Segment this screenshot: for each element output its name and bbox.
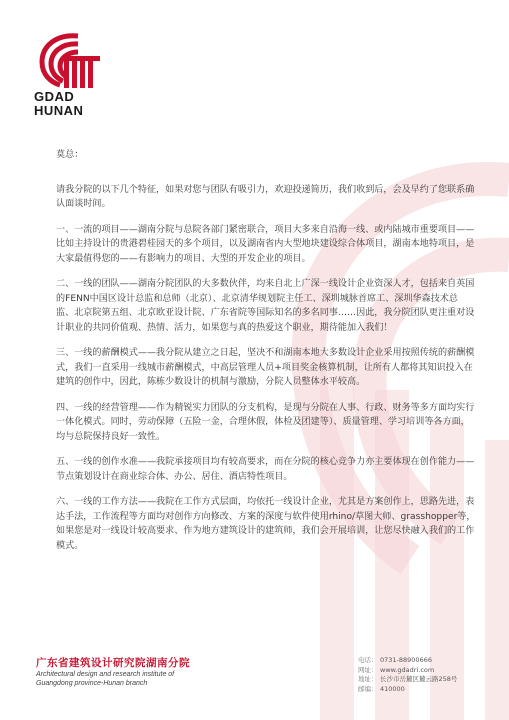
logo-text-hunan: HUNAN bbox=[34, 103, 84, 118]
letter-paragraph: 三、一线的薪酬模式——我分院从建立之日起，坚决不和湖南本地大多数设计企业采用按照传统的薪酬模式，我们一直采用一线城市薪酬模式，中高层管理人员+项目奖金核算机制，让所有人都将其知识投入在建筑的创作中，因此，陈栋少数设计的机制与激励，分院人员整体水平较高。 bbox=[56, 348, 475, 387]
footer-org-english-2: Guangdong province-Hunan branch bbox=[36, 680, 148, 687]
letter-paragraph: 请我分院的以下几个特征，如果对您与团队有吸引力，欢迎投递简历，我们收到后，会及早约了您联系确认面谈时间。 bbox=[56, 184, 475, 209]
letter-paragraph: 一、一流的项目——湖南分院与总院各部门紧密联合，项目大多来自沿海一线、或内陆城市重要项目——比如主持设计的贵港碧桂园天的多个项目，以及湖南省内大型地块建设综合体项目，湖南本地特项目，是大家最值得您的——有影响力的项目、大型的开发企业的项目。 bbox=[56, 224, 475, 264]
letter-body bbox=[56, 148, 476, 564]
footer-website: www.gdadri.com bbox=[380, 665, 435, 674]
letter-paragraph: 二、一线的团队——湖南分院团队的大多数伙伴，均来自北上广深一线设计企业资深人才，包括来自英国的FENN中国区设计总监和总师（北京）、北京清华规划院主任工、深圳城脉首席工、深圳华森技术总监、北京院第五组、北京欧亚设计院、广东省院等国际知名的多名同事……因此，我分院团队更注重对设计职业的共同价值观、热情、活力，如果您与真的热爱这个职业，期待能加入我们！ bbox=[56, 279, 475, 333]
footer-address: 长沙市岳麓区麓云路258号 bbox=[380, 675, 458, 683]
footer-phone-row bbox=[358, 656, 498, 666]
footer-org-block bbox=[36, 656, 216, 688]
footer-phone: 0731-88900666 bbox=[380, 656, 432, 664]
footer-web-label: 网址： bbox=[358, 665, 378, 674]
footer-org-name: 广东省建筑设计研究院湖南分院 bbox=[36, 657, 190, 669]
letter-greeting: 莫总： bbox=[56, 150, 84, 160]
letter-paragraph: 四、一线的经营管理——作为精锐实力团队的分支机构，是现与分院在人事、行政、财务等多方面均实行一体化模式。同时，劳动保障（五险一金，合理休假，体检及团建等）、质量管理、学习培训等各方面，均与总院保持良好一致性。 bbox=[56, 402, 475, 442]
footer-address-row bbox=[358, 675, 498, 685]
footer-org-english-1: Architectural design and research institute of bbox=[36, 671, 175, 678]
footer-web-row bbox=[358, 666, 498, 676]
footer-postcode-row bbox=[358, 685, 498, 695]
footer-postcode-label: 邮编： bbox=[358, 684, 378, 693]
footer-phone-label: 电话： bbox=[358, 656, 378, 664]
company-logo bbox=[34, 30, 114, 117]
footer-contact-block bbox=[358, 656, 498, 694]
letter-paragraph: 五、一线的创作水准——我院承接项目均有较高要求，而在分院的核心竞争力亦主要体现在创作能力——节点策划设计在商业综合体、办公、居住、酒店特性项目。 bbox=[56, 457, 475, 482]
logo-text-gdad: GDAD bbox=[34, 89, 75, 104]
letter-paragraph: 六、一线的工作方法——我院在工作方式层面，均依托一线设计企业，尤其是方案创作上，思路先进，表达手法，工作流程等方面均对创作方向修改、方案的深度与软件使用rhino/草图大师、grasshopper等，如果您是对一线设计较高要求、作为地方建筑设计的建筑师，我们会开展培训，让您尽快融入我们的工作模式。 bbox=[56, 497, 476, 551]
footer-postcode: 410000 bbox=[380, 684, 405, 693]
gdad-logo-icon bbox=[34, 30, 102, 88]
footer-address-label: 地址： bbox=[358, 675, 378, 683]
